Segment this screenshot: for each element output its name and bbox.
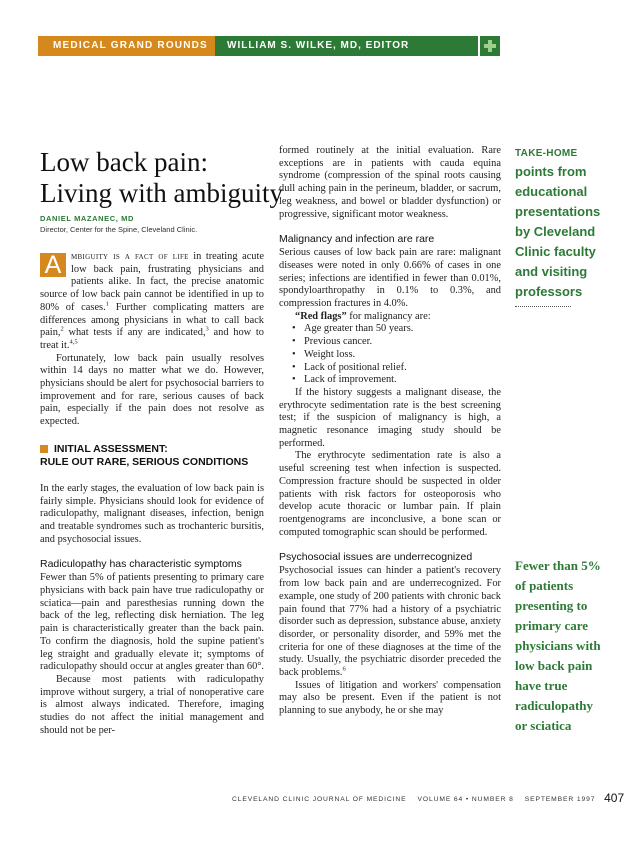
red-flags-list — [279, 323, 501, 387]
paragraph: Because most patients with radiculopathy improve without surgery, a trial of nonoperative care is almost always indicated. Therefore, imaging studies do not affect the initial management and should not be per- — [40, 673, 264, 736]
subheading-radiculopathy: Radiculopathy has characteristic symptoms — [40, 558, 242, 571]
author-affiliation: Director, Center for the Spine, Cleveland Clinic. — [40, 225, 198, 234]
dotted-divider — [515, 306, 571, 307]
list-item: • Lack of positional relief. — [304, 362, 501, 375]
cross-logo-icon — [480, 36, 500, 56]
page-footer — [232, 790, 624, 804]
running-header — [38, 36, 478, 56]
paragraph: The erythrocyte sedimentation rate is also a useful screening test when infection is suspected. Compression fracture should be suspected in older patients with risk factors for osteoporosis who develop acute thoracic or lumbar pain. If plain roentgenograms are inconclusive, a bone scan or computed tomographic scan should be performed. — [279, 450, 501, 538]
subheading-malignancy: Malignancy and infection are rare — [279, 233, 435, 246]
section-heading: INITIAL ASSESSMENT: RULE OUT RARE, SERIOUS CONDITIONS — [40, 442, 249, 468]
column-left — [40, 251, 264, 738]
page-number: 407 — [604, 791, 624, 805]
paragraph: Psychosocial issues can hinder a patient's recovery from low back pain and are underrecognized. For example, one study of 200 patients with chronic back pain found that 77% had a history of a psychiatric disorder such as depression, substance abuse, anxiety disorder, or personality disorder, and 59% met the criteria for one of these diagnoses at the time of the study. Usually, the psychiatric disorder preceded the back problems.$^6$ — [279, 565, 501, 679]
paragraph: Issues of litigation and workers' compensation may also be present. Even if the patient is not planning to sue anybody, he or she may — [279, 679, 501, 717]
red-flags-lead: “Red flags” for malignancy are: — [295, 310, 431, 322]
drop-cap: A — [40, 253, 66, 277]
column-right — [279, 145, 501, 718]
take-home-label: TAKE-HOME — [515, 148, 578, 159]
section-label: MEDICAL GRAND ROUNDS — [38, 36, 215, 56]
author-name: DANIEL MAZANEC, MD — [40, 214, 134, 223]
pull-quote: Fewer than 5% of patients presenting to primary care physicians with low back pain have true radiculopathy or sciatica — [515, 558, 601, 733]
list-item: • Age greater than 50 years. — [304, 323, 501, 336]
intro-paragraph: A mbiguity is a fact of life in treating acute low back pain, frustrating physicians and patients alike. In fact, the precise anatomic source of low back pain cannot be identified in up to 80% of cases.$^1$ Further complicating matters are differences among physicians in what to call back pain,$^2$ what tests if any are indicated,$^3$ and how to treat it.$^{4,5}$ — [40, 251, 264, 351]
journal-name: CLEVELAND CLINIC JOURNAL OF MEDICINE — [232, 796, 407, 803]
editor-label: WILLIAM S. WILKE, MD, EDITOR — [215, 36, 478, 56]
subheading-psychosocial: Psychosocial issues are underrecognized — [279, 551, 473, 564]
paragraph: Fewer than 5% of patients presenting to primary care physicians with back pain have true radiculopathy or sciatica—pain and paresthesias running down the back of the leg, reflecting disk herniation. The leg pain is characteristically greater than the back pain. To confirm the diagnosis, hold the supine patient's leg straight and gradually elevate it; symptoms of radiculopathy should occur at angles greater than 60°. — [40, 572, 265, 673]
list-item: • Lack of improvement. — [304, 374, 501, 387]
issue-date: SEPTEMBER 1997 — [524, 796, 596, 803]
volume-number: VOLUME 64 • NUMBER 8 — [417, 796, 514, 803]
orange-square-icon — [40, 445, 48, 453]
take-home-text: points from educational presentations by Cleveland Clinic faculty and visiting professors — [515, 164, 601, 299]
article-title: Low back pain: Living with ambiguity — [40, 147, 283, 208]
paragraph: In the early stages, the evaluation of low back pain is fairly simple. Physicians should look for evidence of radiculopathy, malignant diseases, infection, benign and treatable syndromes such as trochanteric bursitis, and psychosocial issues. — [40, 482, 264, 545]
list-item: • Previous cancer. — [304, 336, 501, 349]
paragraph: If the history suggests a malignant disease, the erythrocyte sedimentation rate is the best screening test; if the suspicion of malignancy is high, a magnetic resonance imaging study should be performed. — [279, 386, 501, 449]
paragraph: Serious causes of low back pain are rare: malignant diseases were noted in only 0.66% of cases in one series; infections are identified in fewer than 0.01%, spondyloarthropathy in 0.1% to 0.3%, and compression fractures in 4.0%. — [279, 247, 501, 310]
paragraph: formed routinely at the initial evaluation. Rare exceptions are in patients with cauda equina syndrome (compression of the spinal roots causing dull aching pain in the perineum, bladder, or sacrum, leg weakness, and bowel or bladder dysfunction) or progressive, significant motor weakness. — [279, 145, 501, 220]
paragraph: Fortunately, low back pain usually resolves within 14 days no matter what we do. However, physicians should be alert for psychosocial barriers to improvement and for rare, serious causes of back pain, especially if the pain does not resolve as expected. — [40, 352, 264, 428]
list-item: • Weight loss. — [304, 349, 501, 362]
